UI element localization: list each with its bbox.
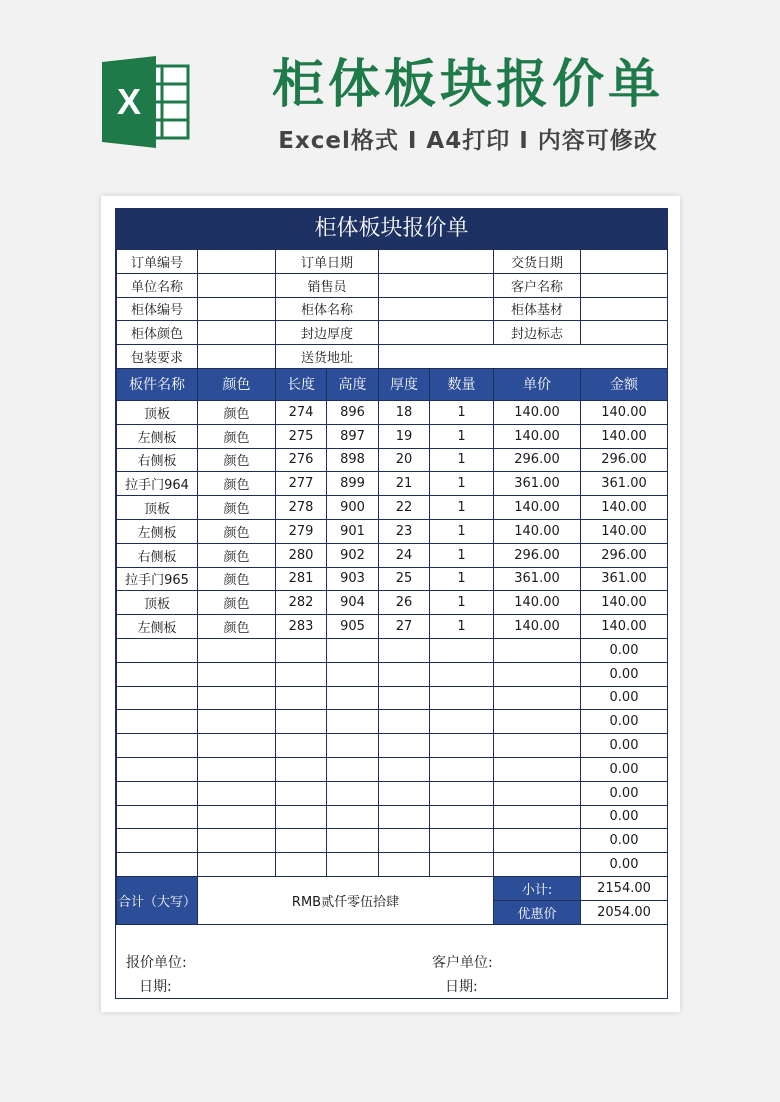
table-cell[interactable]: [430, 757, 494, 781]
table-cell[interactable]: 296.00: [581, 448, 668, 472]
table-cell[interactable]: 颜色: [198, 472, 276, 496]
column-header: 高度: [327, 368, 379, 400]
table-cell[interactable]: [117, 781, 198, 805]
info-row: [117, 345, 668, 369]
table-cell[interactable]: 26: [379, 591, 430, 615]
total-label: 合计（大写）: [117, 876, 198, 924]
table-cell[interactable]: 0.00: [581, 757, 668, 781]
table-cell[interactable]: [379, 781, 430, 805]
table-cell[interactable]: 拉手门965: [117, 567, 198, 591]
info-value[interactable]: [198, 345, 276, 369]
table-cell[interactable]: 颜色: [198, 519, 276, 543]
table-cell[interactable]: 1: [430, 567, 494, 591]
table-cell[interactable]: [198, 662, 276, 686]
table-cell[interactable]: 顶板: [117, 496, 198, 520]
table-cell[interactable]: [430, 686, 494, 710]
table-cell[interactable]: [117, 805, 198, 829]
table-cell[interactable]: [198, 757, 276, 781]
excel-icon: [98, 52, 198, 152]
total-words[interactable]: RMB贰仟零伍拾肆: [198, 876, 494, 924]
banner: [0, 0, 780, 195]
info-label: 柜体编号: [117, 297, 198, 321]
banner-sep: I: [519, 128, 529, 154]
table-cell[interactable]: [494, 781, 581, 805]
table-cell[interactable]: 361.00: [581, 567, 668, 591]
table-cell[interactable]: [327, 686, 379, 710]
table-cell[interactable]: [198, 734, 276, 758]
info-value[interactable]: [379, 345, 668, 369]
table-cell[interactable]: 140.00: [494, 519, 581, 543]
quote-unit-label: 报价单位:: [126, 955, 187, 971]
table-cell[interactable]: 275: [276, 424, 327, 448]
table-cell[interactable]: [117, 686, 198, 710]
table-cell[interactable]: [494, 662, 581, 686]
info-label: 柜体名称: [276, 297, 379, 321]
table-cell[interactable]: 1: [430, 424, 494, 448]
table-cell[interactable]: 276: [276, 448, 327, 472]
table-cell[interactable]: 280: [276, 543, 327, 567]
table-cell[interactable]: 140.00: [581, 519, 668, 543]
table-row: [117, 638, 668, 662]
table-cell[interactable]: [276, 710, 327, 734]
table-cell[interactable]: 颜色: [198, 615, 276, 639]
table-cell[interactable]: 897: [327, 424, 379, 448]
table-cell[interactable]: 19: [379, 424, 430, 448]
discount-label: 优惠价: [494, 900, 581, 924]
table-cell[interactable]: 905: [327, 615, 379, 639]
table-row: [117, 662, 668, 686]
table-cell[interactable]: 277: [276, 472, 327, 496]
quote-form: [115, 208, 668, 999]
table-cell[interactable]: 0.00: [581, 638, 668, 662]
table-cell[interactable]: 0.00: [581, 710, 668, 734]
table-cell[interactable]: [430, 662, 494, 686]
table-cell[interactable]: 1: [430, 519, 494, 543]
table-cell[interactable]: [276, 853, 327, 877]
table-cell[interactable]: [327, 829, 379, 853]
column-header: 单价: [494, 368, 581, 400]
table-cell[interactable]: 0.00: [581, 781, 668, 805]
table-cell[interactable]: 颜色: [198, 591, 276, 615]
table-row: [117, 424, 668, 448]
table-cell[interactable]: 0.00: [581, 686, 668, 710]
table-cell[interactable]: 140.00: [581, 400, 668, 424]
table-cell[interactable]: 1: [430, 615, 494, 639]
table-cell[interactable]: [276, 757, 327, 781]
info-label: 送货地址: [276, 345, 379, 369]
table-cell[interactable]: 顶板: [117, 591, 198, 615]
table-cell[interactable]: [430, 638, 494, 662]
table-cell[interactable]: [276, 734, 327, 758]
quote-table: [116, 249, 668, 925]
subtotal-value[interactable]: 2154.00: [581, 876, 668, 900]
table-cell[interactable]: 282: [276, 591, 327, 615]
table-cell[interactable]: 140.00: [494, 424, 581, 448]
info-label: 单位名称: [117, 273, 198, 297]
discount-value[interactable]: 2054.00: [581, 900, 668, 924]
table-cell[interactable]: 1: [430, 496, 494, 520]
table-cell[interactable]: 23: [379, 519, 430, 543]
info-row: [117, 297, 668, 321]
table-row: [117, 734, 668, 758]
table-cell[interactable]: 1: [430, 448, 494, 472]
table-cell[interactable]: 18: [379, 400, 430, 424]
info-label: 柜体颜色: [117, 321, 198, 345]
table-cell[interactable]: 904: [327, 591, 379, 615]
table-row: [117, 591, 668, 615]
info-value[interactable]: [198, 321, 276, 345]
table-row: [117, 710, 668, 734]
table-row: [117, 805, 668, 829]
info-label: 订单编号: [117, 250, 198, 274]
table-cell[interactable]: [198, 686, 276, 710]
table-cell[interactable]: 颜色: [198, 400, 276, 424]
column-header: 长度: [276, 368, 327, 400]
table-cell[interactable]: 22: [379, 496, 430, 520]
table-cell[interactable]: 274: [276, 400, 327, 424]
table-cell[interactable]: 颜色: [198, 448, 276, 472]
table-cell[interactable]: 1: [430, 472, 494, 496]
table-row: [117, 686, 668, 710]
table-cell[interactable]: [327, 781, 379, 805]
table-cell[interactable]: [117, 757, 198, 781]
table-row: [117, 853, 668, 877]
table-cell[interactable]: [379, 757, 430, 781]
table-row: [117, 543, 668, 567]
table-cell[interactable]: [117, 662, 198, 686]
table-cell[interactable]: [430, 829, 494, 853]
table-cell[interactable]: 1: [430, 400, 494, 424]
table-cell[interactable]: 140.00: [494, 615, 581, 639]
table-cell[interactable]: 颜色: [198, 496, 276, 520]
table-cell[interactable]: [117, 638, 198, 662]
table-cell[interactable]: 颜色: [198, 567, 276, 591]
table-cell[interactable]: [276, 805, 327, 829]
table-cell[interactable]: 140.00: [581, 591, 668, 615]
info-value[interactable]: [379, 321, 494, 345]
table-cell[interactable]: 279: [276, 519, 327, 543]
table-cell[interactable]: [379, 638, 430, 662]
table-row: [117, 615, 668, 639]
table-cell[interactable]: 右侧板: [117, 448, 198, 472]
table-cell[interactable]: 20: [379, 448, 430, 472]
table-cell[interactable]: [117, 710, 198, 734]
table-cell[interactable]: [494, 734, 581, 758]
table-cell[interactable]: 296.00: [494, 543, 581, 567]
table-row: [117, 567, 668, 591]
table-cell[interactable]: [430, 734, 494, 758]
table-cell[interactable]: [276, 662, 327, 686]
table-cell[interactable]: 140.00: [581, 496, 668, 520]
table-cell[interactable]: 902: [327, 543, 379, 567]
info-value[interactable]: [198, 297, 276, 321]
table-cell[interactable]: 右侧板: [117, 543, 198, 567]
table-cell[interactable]: 左侧板: [117, 424, 198, 448]
table-cell[interactable]: [494, 686, 581, 710]
column-header: 金额: [581, 368, 668, 400]
table-cell[interactable]: 顶板: [117, 400, 198, 424]
table-cell[interactable]: 140.00: [494, 591, 581, 615]
table-cell[interactable]: 左侧板: [117, 519, 198, 543]
table-cell[interactable]: [494, 710, 581, 734]
info-value[interactable]: [198, 250, 276, 274]
sheet-title: 柜体板块报价单: [116, 209, 667, 249]
banner-sub-edit: 内容可修改: [537, 128, 658, 154]
table-cell[interactable]: 140.00: [494, 496, 581, 520]
table-cell[interactable]: [327, 734, 379, 758]
table-cell[interactable]: 0.00: [581, 805, 668, 829]
table-row: [117, 448, 668, 472]
table-cell[interactable]: 296.00: [494, 448, 581, 472]
table-cell[interactable]: 296.00: [581, 543, 668, 567]
table-row: [117, 757, 668, 781]
date-right-label: 日期:: [445, 979, 478, 995]
table-cell[interactable]: [117, 829, 198, 853]
table-cell[interactable]: [494, 829, 581, 853]
banner-title: 柜体板块报价单: [271, 55, 664, 115]
table-row: [117, 400, 668, 424]
table-cell[interactable]: [198, 805, 276, 829]
table-cell[interactable]: 361.00: [494, 567, 581, 591]
column-header: 板件名称: [117, 368, 198, 400]
table-cell[interactable]: [379, 710, 430, 734]
date-left-label: 日期:: [139, 979, 172, 995]
table-cell[interactable]: [379, 734, 430, 758]
table-cell[interactable]: [494, 853, 581, 877]
info-label: 销售员: [276, 273, 379, 297]
banner-subtitle: [248, 122, 688, 155]
table-cell[interactable]: [327, 853, 379, 877]
table-cell[interactable]: [276, 829, 327, 853]
info-value[interactable]: [379, 273, 494, 297]
table-cell[interactable]: 0.00: [581, 734, 668, 758]
table-cell[interactable]: [379, 829, 430, 853]
table-cell[interactable]: [198, 781, 276, 805]
table-cell[interactable]: [117, 853, 198, 877]
table-cell[interactable]: 1: [430, 591, 494, 615]
table-cell[interactable]: [327, 710, 379, 734]
table-cell[interactable]: [379, 805, 430, 829]
table-cell[interactable]: 278: [276, 496, 327, 520]
table-cell[interactable]: 899: [327, 472, 379, 496]
table-cell[interactable]: 903: [327, 567, 379, 591]
table-cell[interactable]: 27: [379, 615, 430, 639]
table-cell[interactable]: 361.00: [581, 472, 668, 496]
info-row: [117, 250, 668, 274]
table-cell[interactable]: [198, 710, 276, 734]
table-cell[interactable]: 21: [379, 472, 430, 496]
info-label: 交货日期: [494, 250, 581, 274]
customer-unit-label: 客户单位:: [432, 955, 493, 971]
table-cell[interactable]: 左侧板: [117, 615, 198, 639]
table-cell[interactable]: 0.00: [581, 829, 668, 853]
table-cell[interactable]: [198, 853, 276, 877]
info-value[interactable]: [198, 273, 276, 297]
table-cell[interactable]: [430, 805, 494, 829]
table-cell[interactable]: 901: [327, 519, 379, 543]
table-row: [117, 496, 668, 520]
table-cell[interactable]: [494, 805, 581, 829]
table-cell[interactable]: [494, 638, 581, 662]
table-row: [117, 472, 668, 496]
table-cell[interactable]: [430, 710, 494, 734]
table-cell[interactable]: 140.00: [494, 400, 581, 424]
table-cell[interactable]: [327, 638, 379, 662]
table-cell[interactable]: 1: [430, 543, 494, 567]
table-cell[interactable]: 140.00: [581, 615, 668, 639]
info-value[interactable]: [581, 250, 668, 274]
info-label: 订单日期: [276, 250, 379, 274]
info-label: 封边厚度: [276, 321, 379, 345]
table-cell[interactable]: 281: [276, 567, 327, 591]
table-cell[interactable]: 拉手门964: [117, 472, 198, 496]
info-label: 封边标志: [494, 321, 581, 345]
table-header-row: [117, 368, 668, 400]
table-cell[interactable]: [276, 638, 327, 662]
info-row: [117, 273, 668, 297]
table-cell[interactable]: [379, 662, 430, 686]
column-header: 颜色: [198, 368, 276, 400]
info-value[interactable]: [581, 321, 668, 345]
column-header: 数量: [430, 368, 494, 400]
table-cell[interactable]: [276, 781, 327, 805]
table-cell[interactable]: 283: [276, 615, 327, 639]
paper-sheet: [101, 196, 680, 1012]
table-cell[interactable]: [327, 662, 379, 686]
table-cell[interactable]: 0.00: [581, 853, 668, 877]
table-cell[interactable]: [430, 853, 494, 877]
table-cell[interactable]: [327, 805, 379, 829]
info-value[interactable]: [581, 297, 668, 321]
table-cell[interactable]: 0.00: [581, 662, 668, 686]
table-cell[interactable]: 898: [327, 448, 379, 472]
table-row: [117, 519, 668, 543]
table-cell[interactable]: 140.00: [581, 424, 668, 448]
banner-sub-format: Excel格式: [278, 128, 399, 154]
table-cell[interactable]: [430, 781, 494, 805]
banner-sep: I: [407, 128, 418, 154]
subtotal-label: 小计:: [494, 876, 581, 900]
signature-footer: [116, 924, 667, 998]
column-header: 厚度: [379, 368, 430, 400]
table-cell[interactable]: [379, 853, 430, 877]
table-cell[interactable]: [117, 734, 198, 758]
table-cell[interactable]: 颜色: [198, 543, 276, 567]
info-value[interactable]: [379, 297, 494, 321]
table-cell[interactable]: [379, 686, 430, 710]
info-label: 柜体基材: [494, 297, 581, 321]
info-value[interactable]: [379, 250, 494, 274]
table-cell[interactable]: [276, 686, 327, 710]
table-cell[interactable]: 900: [327, 496, 379, 520]
banner-sub-print: A4打印: [426, 128, 511, 154]
info-row: [117, 321, 668, 345]
table-cell[interactable]: [327, 757, 379, 781]
table-cell[interactable]: [198, 829, 276, 853]
table-cell[interactable]: 24: [379, 543, 430, 567]
table-row: [117, 829, 668, 853]
excel-logo-letter: X: [116, 81, 142, 122]
info-label: 包装要求: [117, 345, 198, 369]
table-cell[interactable]: 颜色: [198, 424, 276, 448]
table-row: [117, 781, 668, 805]
table-cell[interactable]: [494, 757, 581, 781]
table-cell[interactable]: 25: [379, 567, 430, 591]
table-cell[interactable]: 361.00: [494, 472, 581, 496]
table-cell[interactable]: 896: [327, 400, 379, 424]
info-label: 客户名称: [494, 273, 581, 297]
info-value[interactable]: [581, 273, 668, 297]
table-cell[interactable]: [198, 638, 276, 662]
